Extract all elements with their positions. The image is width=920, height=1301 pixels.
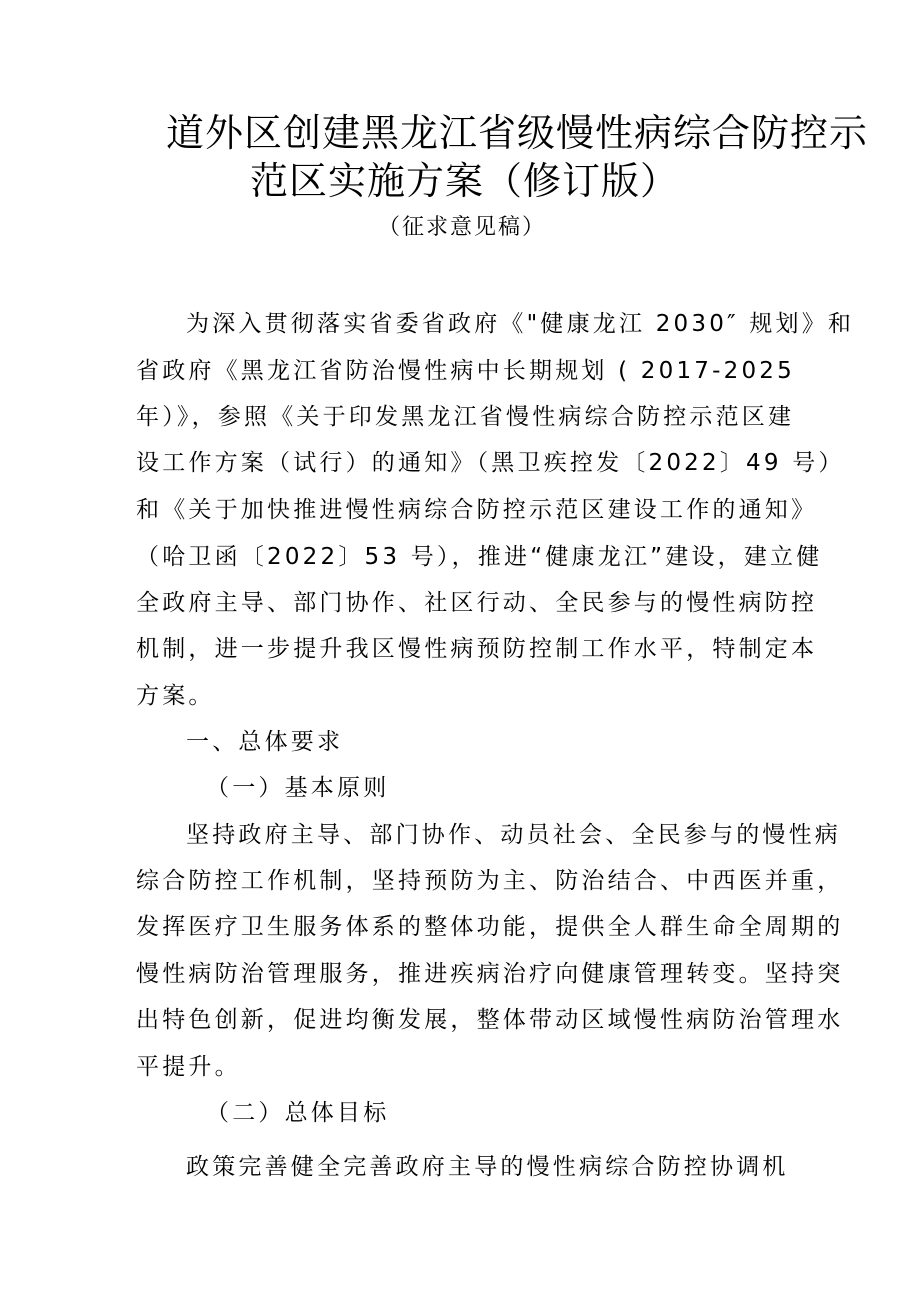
paragraph-line: 方案。 [136,683,215,709]
paragraph-line: （哈卫函〔2022〕53 号），推进“健康龙江”建设，建立健 [136,544,823,570]
paragraph-line: 设工作方案（试行）的通知》（黑卫疾控发〔2022〕49 号） [136,450,845,476]
paragraph-line: 坚持政府主导、部门协作、动员社会、全民参与的慢性病 [186,822,841,848]
paragraph-line: 发挥医疗卫生服务体系的整体功能，提供全人群生命全周期的 [136,914,844,940]
section-heading: 一、总体要求 [186,729,344,755]
paragraph-line: 政策完善健全完善政府主导的慢性病综合防控协调机 [186,1154,789,1180]
subsection-heading: （二）总体目标 [206,1100,390,1126]
paragraph-line: 机制，进一步提升我区慢性病预防控制工作水平，特制定本 [136,636,818,662]
paragraph-line: 和《关于加快推进慢性病综合防控示范区建设工作的通知》 [136,497,818,523]
paragraph-line: 省政府《黑龙江省防治慢性病中长期规划 ( 2017-2025 [136,358,795,384]
title-line-2: 范区实施方案（修订版） [250,159,680,203]
title-line-1: 道外区创建黑龙江省级慢性病综合防控示 [166,111,869,155]
paragraph-line: 出特色创新，促进均衡发展，整体带动区域慢性病防治管理水 [136,1007,844,1033]
paragraph-line: 平提升。 [136,1054,241,1080]
paragraph-line: 慢性病防治管理服务，推进疾病治疗向健康管理转变。坚持突 [136,961,844,987]
subtitle: （征求意见稿） [378,215,547,240]
paragraph-line: 年）》，参照《关于印发黑龙江省慢性病综合防控示范区建 [136,404,795,430]
paragraph-line: 为深入贯彻落实省委省政府《"健康龙江 2030″ 规划》和 [186,311,855,337]
paragraph-line: 全政府主导、部门协作、社区行动、全民参与的慢性病防控 [136,590,818,616]
subsection-heading: （一）基本原则 [206,775,390,801]
paragraph-line: 综合防控工作机制，坚持预防为主、防治结合、中西医并重， [136,868,844,894]
